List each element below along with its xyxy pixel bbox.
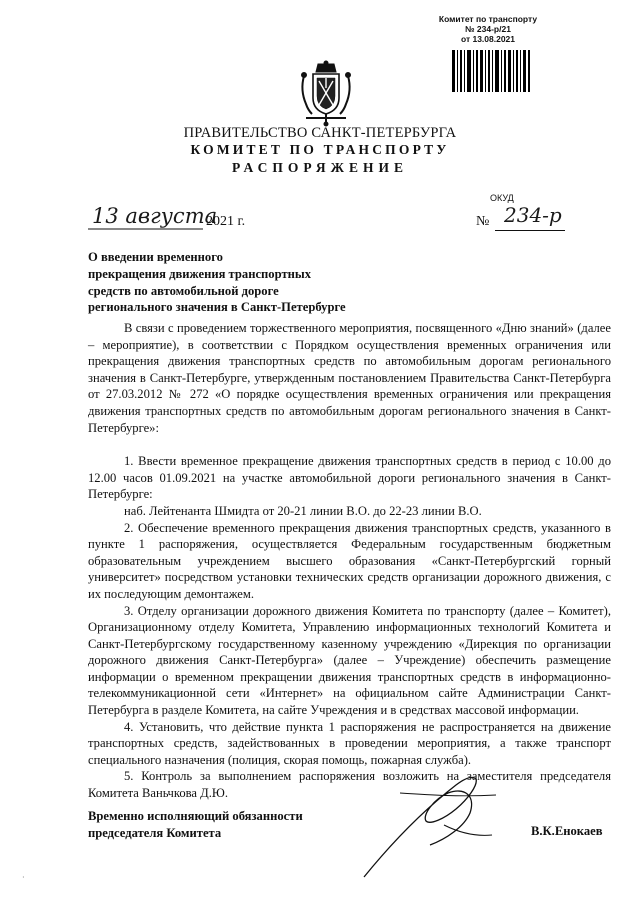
subject-line: регионального значения в Санкт-Петербурге	[88, 300, 346, 315]
stamp-line-1: Комитет по транспорту	[438, 14, 538, 24]
stamp-line-2: № 234-р/21	[465, 24, 511, 34]
handwritten-number: 234-р	[504, 203, 562, 227]
clause-3: 3. Отделу организации дорожного движения Комитета по транспорту (далее – Комитет), Организационному отделу Комитета, Управлению информационных технологий Комитета и Санкт-Петербургскому государственному казенному учреждению «Дирекция по организации дорожного движения Санкт-Петербурга» (далее – Учреждение) обеспечить размещение информации о временном прекращении движения транспортных средств в информационно-телекоммуникационной сети «Интернет» на официальном сайте Администрации Санкт-Петербурга в разделе Комитета, на сайте Учреждения и в средствах массовой информации.	[88, 603, 611, 718]
preamble-paragraph: В связи с проведением торжественного мероприятия, посвященного «Дню знаний» (далее – мероприятие), в соответствии с Порядком осуществления временных ограничения или прекращения движения транспортных средств по автомобильным дорогам регионального значения в Санкт-Петербурге, утвержденным постановлением Правительства Санкт-Петербурга от 27.03.2012 № 272 «О порядке осуществления временных ограничения или прекращения движения транспортных средств по автомобильным дорогам регионального значения в Санкт-Петербурге»:	[88, 321, 611, 435]
signatory-title	[88, 808, 303, 841]
registration-stamp	[432, 14, 544, 44]
subject-line: О введении временного	[88, 250, 223, 264]
government-heading: ПРАВИТЕЛЬСТВО САНКТ-ПЕТЕРБУРГА	[183, 125, 457, 141]
committee-heading: КОМИТЕТ ПО ТРАНСПОРТУ	[190, 142, 450, 157]
signatory-title-line: председателя Комитета	[88, 825, 222, 840]
okud-label: ОКУД	[490, 193, 514, 203]
subject-line: прекращения движения транспортных	[88, 266, 312, 281]
handwritten-signature	[360, 765, 500, 885]
subject-line: средств по автомобильной дороге	[88, 283, 279, 298]
handwritten-date: 13 августа	[92, 204, 218, 228]
coat-of-arms-icon	[296, 60, 356, 128]
number-underline	[495, 230, 565, 231]
clause-4: 4. Установить, что действие пункта 1 распоряжения не распространяется на движение транспортных средств, задействованных в проведении мероприятия, а также транспорт специального назначения (полиция, скорая помощь, пожарная служба).	[88, 719, 611, 767]
margin-mark: ·	[22, 873, 25, 882]
document-type-heading: РАСПОРЯЖЕНИЕ	[231, 160, 409, 175]
signatory-title-line: Временно исполняющий обязанности	[88, 809, 303, 823]
clause-2: 2. Обеспечение временного прекращения движения транспортных средств, указанного в пункте 1 распоряжения, осуществляется Федеральным государственным бюджетным образовательным учреждением высшего образования «Санкт-Петербургский горный университет» посредством установки технических средств организации дорожного движения, с их последующим демонтажем.	[88, 520, 611, 601]
number-sign: №	[476, 214, 490, 229]
clause-1: 1. Ввести временное прекращение движения транспортных средств в период с 10.00 до 12.00 часов 01.09.2021 на участке автомобильной дороги регионального значения в Санкт-Петербурге:	[88, 454, 611, 502]
clause-1-location: наб. Лейтенанта Шмидта от 20-21 линии В.О. до 22-23 линии В.О.	[124, 503, 482, 518]
barcode-icon	[452, 50, 530, 92]
signatory-name: В.К.Енокаев	[531, 824, 603, 838]
document-body	[88, 320, 611, 802]
clause-5: 5. Контроль за выполнением распоряжения возложить на заместителя председателя Комитета Ваньчкова Д.Ю.	[88, 769, 611, 801]
stamp-line-3: от 13.08.2021	[460, 34, 516, 44]
document-subject	[88, 249, 418, 316]
date-year: 2021 г.	[206, 214, 246, 229]
